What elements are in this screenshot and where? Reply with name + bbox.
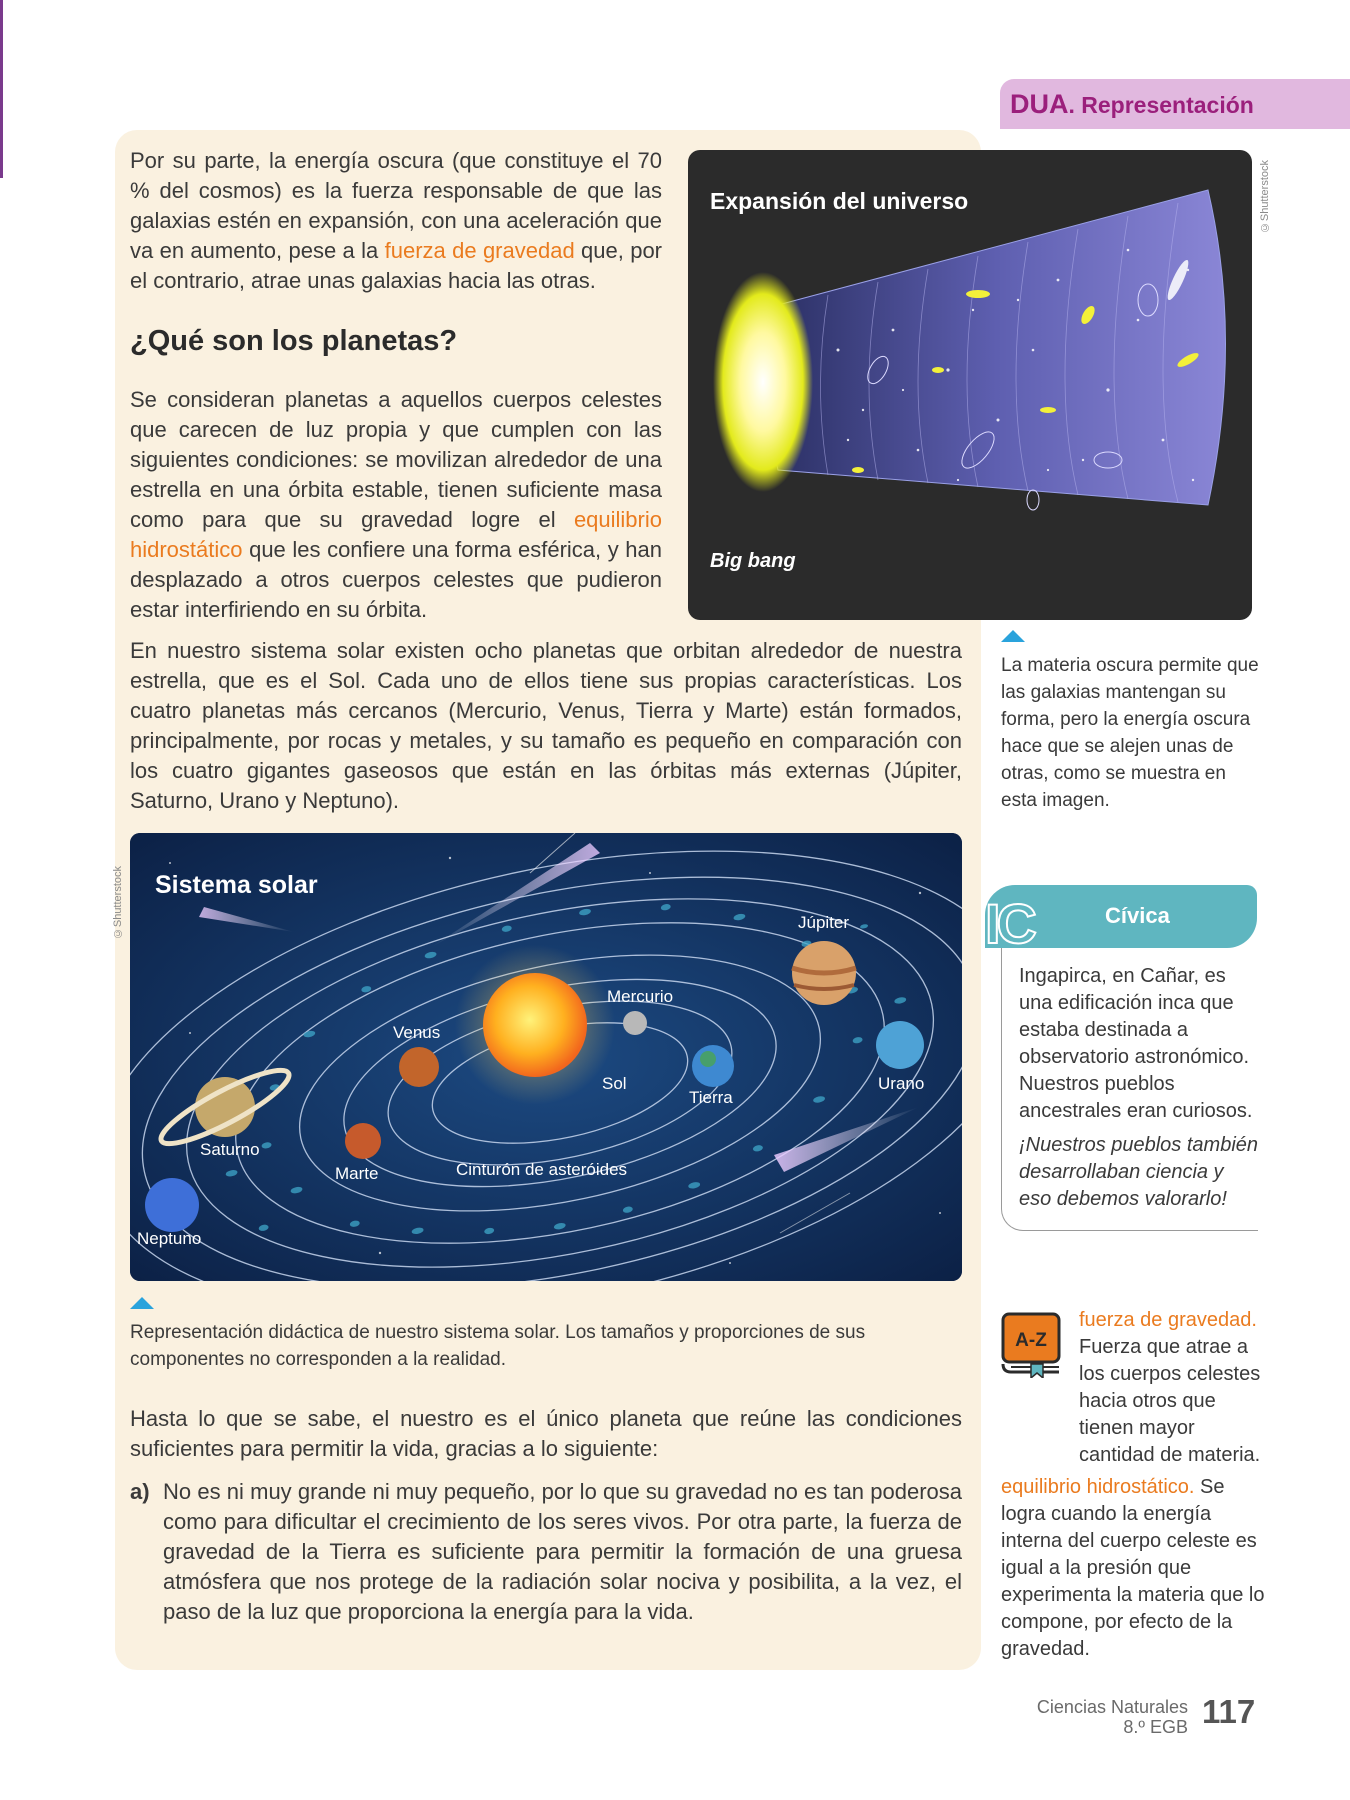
list-item [130,1477,962,1627]
term-link-equilibrio[interactable]: equilibrio hidrostático [130,507,662,562]
glossary-entry-gravedad [1001,1307,1269,1469]
label-tierra: Tierra [689,1088,733,1107]
saturno-planet [195,1077,255,1137]
civica-italic-text: ¡Nuestros pueblos también desarrollaban ciencia y eso debemos valorarlo! [1019,1134,1259,1210]
caption-marker [1001,630,1025,642]
label-saturno: Saturno [200,1140,260,1159]
solar-figure-title: Sistema solar [155,871,318,899]
list-item-letter: a) [130,1479,150,1504]
dua-title: DUA. Representación [1010,89,1254,119]
neptuno-planet [145,1178,199,1232]
section-heading: ¿Qué son los planetas? [130,325,458,357]
glossary-term: equilibrio hidrostático. [1001,1476,1195,1498]
solar-caption: Representación didáctica de nuestro sistema solar. Los tamaños y proporciones de sus componentes no corresponden a la realidad. [130,1322,866,1370]
label-mercurio: Mercurio [607,987,674,1006]
solar-system-figure [130,833,962,1281]
tierra-planet [692,1045,734,1087]
solar-system-illustration [130,833,962,1281]
caption-marker [130,1297,154,1309]
glossary-term: fuerza de gravedad. [1079,1309,1257,1331]
conditions-list [130,1477,962,1627]
expansion-credit: ©Shutterstock [1259,160,1271,234]
label-urano: Urano [878,1074,925,1093]
civica-header [985,885,1257,955]
footer-grade: 8.º EGB [1123,1717,1188,1737]
label-cinturon: Cinturón de asteróides [456,1160,628,1179]
dua-banner [1000,79,1350,129]
urano-planet [876,1021,924,1069]
label-venus: Venus [393,1023,441,1042]
civica-title: Cívica [1105,903,1170,928]
glossary-definition: Se logra cuando la energía interna del cuerpo celeste es igual a la presión que experimenta la materia que lo compone, por efecto de la gravedad. [1001,1476,1265,1660]
planets-definition-paragraph: Se consideran planetas a aquellos cuerpos celestes que carecen de luz propia y que cumplen con las siguientes condiciones: se movilizan alrededor de una estrella en una órbita estable, tienen suficiente masa como para que su gravedad logre el equilibrio hidrostático que les confiere una forma esférica, y han desplazado a otros cuerpos celestes que pudieron estar interfiriendo en su órbita. [130,387,662,622]
glossary-definition: Fuerza que atrae a los cuerpos celestes hacia otros que tienen mayor cantidad de materia. [1079,1336,1261,1466]
glossary-entries [1001,1307,1269,1663]
left-margin-rule [0,0,3,178]
expansion-caption: La materia oscura permite que las galaxias mantengan su forma, pero la energía oscura hace que se alejen unas de otras, como se muestra en esta imagen. [1001,655,1259,811]
label-sol: Sol [602,1074,627,1093]
intro-paragraph: Por su parte, la energía oscura (que constituye el 70 % del cosmos) es la fuerza responsable de que las galaxias estén en expansión, con una aceleración que va en aumento, pese a la fuerza de gravedad que, por el contrario, atrae unas galaxias hacia las otras. [130,148,663,293]
label-jupiter: Júpiter [798,913,850,932]
mercurio-planet [623,1011,647,1035]
label-neptuno: Neptuno [137,1229,202,1248]
civica-text: Ingapirca, en Cañar, es una edificación inca que estaba destinada a observatorio astronómico. Nuestros pueblos ancestrales eran curiosos. [1019,965,1253,1122]
universe-expansion-figure [688,150,1252,620]
label-marte: Marte [335,1164,379,1183]
expansion-figure-title: Expansión del universo [710,188,969,214]
sun-planet [483,973,587,1077]
ic-badge-icon: IC [985,892,1033,955]
list-item-text: No es ni muy grande ni muy pequeño, por lo que su gravedad no es tan poderosa como para dificultar el crecimiento de los seres vivos. Por otra parte, la fuerza de gravedad de la Tierra es suficiente para permitir la formación de una gruesa atmósfera que nos protege de la radiación solar nociva y posibilita, a la vez, el paso de la luz que proporciona la energía para la vida. [163,1479,962,1624]
glossary-entry-equilibrio [1001,1474,1269,1663]
term-link-gravedad[interactable]: fuerza de gravedad [384,238,575,263]
glossary-icon-label: A-Z [1015,1330,1047,1351]
footer-subject-name: Ciencias Naturales [1036,1697,1188,1717]
solar-system-paragraph: En nuestro sistema solar existen ocho planetas que orbitan alrededor de nuestra estrella, que es el Sol. Cada uno de ellos tiene sus propias características. Los cuatro planetas más cercanos (Mercurio, Venus, Tierra y Marte) están formados, principalmente, por rocas y metales, y su tamaño es pequeño en comparación con los cuatro gigantes gaseosos que están en las órbitas más externas (Júpiter, Saturno, Urano y Neptuno). [130,638,962,813]
closing-paragraph: Hasta lo que se sabe, el nuestro es el único planeta que reúne las condiciones suficientes para permitir la vida, gracias a lo siguiente: [130,1406,962,1461]
footer-subject [1037,1697,1188,1737]
venus-planet [399,1047,439,1087]
solar-credit: ©Shutterstock [112,866,124,940]
marte-planet [345,1123,381,1159]
big-bang-label: Big bang [710,550,796,572]
page-number: 117 [1202,1693,1256,1730]
